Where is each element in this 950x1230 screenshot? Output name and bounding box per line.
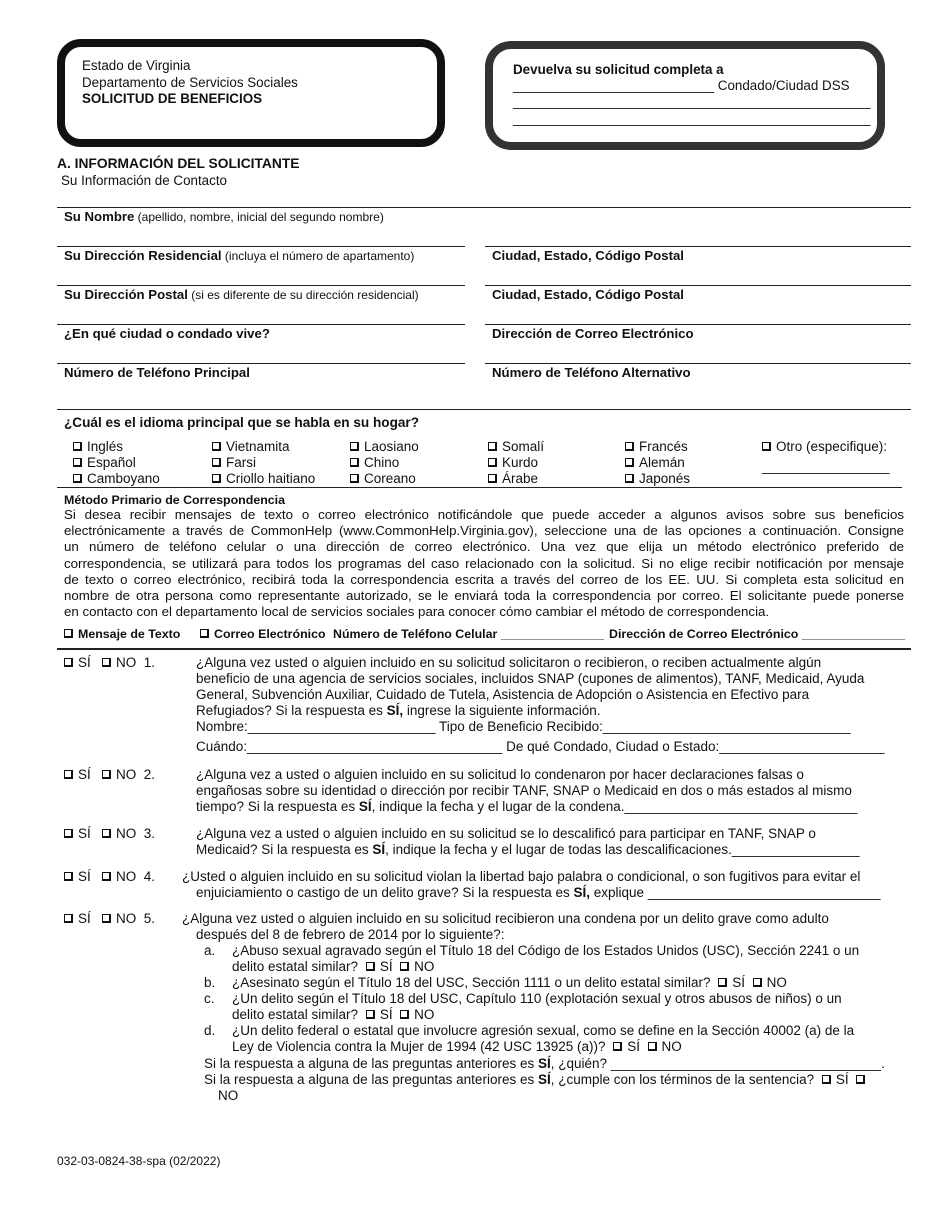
checkbox-yes[interactable] <box>64 829 73 838</box>
q1-name-input[interactable]: Nombre:_________________________ <box>196 719 436 734</box>
q3-answer-input[interactable]: , indique la fecha y el lugar de todas las descalificaciones._________________ <box>385 842 860 857</box>
checkbox[interactable] <box>212 458 221 467</box>
email-option[interactable]: Correo Electrónico <box>200 626 326 642</box>
divider <box>485 324 911 325</box>
checkbox-no[interactable] <box>102 872 111 881</box>
checkbox-no[interactable] <box>102 829 111 838</box>
checkbox[interactable] <box>73 458 82 467</box>
checkbox[interactable] <box>625 474 634 483</box>
question-4: ¿Usted o alguien incluido en su solicitud violan la libertad bajo palabra o condicional, o son fugitivos para evitar el enjuiciamiento o castigo de un delito grave? Si la respuesta es SÍ, explique _______________________________ <box>182 869 881 900</box>
divider <box>485 363 911 364</box>
language-option[interactable]: Farsi <box>212 455 256 471</box>
return-line-1[interactable]: ___________________________ Condado/Ciudad DSS <box>513 78 850 94</box>
mailing-address-label: Su Dirección Postal <box>64 287 188 302</box>
checkbox-no[interactable] <box>400 962 409 971</box>
checkbox-yes[interactable] <box>822 1075 831 1084</box>
language-option[interactable]: Inglés <box>73 439 123 455</box>
mailing-address-hint: (si es diferente de su dirección residencial) <box>187 288 419 302</box>
checkbox[interactable] <box>64 629 73 638</box>
checkbox[interactable] <box>350 442 359 451</box>
q1-when-input[interactable]: Cuándo:__________________________________ <box>196 739 503 754</box>
q4-answer-input[interactable]: explique _______________________________ <box>590 885 881 900</box>
form-number: 032-03-0824-38-spa (02/2022) <box>57 1154 221 1168</box>
return-label: Devuelva su solicitud completa a <box>513 62 724 77</box>
q5-subquestion-b: b. ¿Asesinato según el Título 18 del USC, Sección 1111 o un delito estatal similar? SÍ NO <box>204 975 787 990</box>
question-number: 3. <box>143 826 156 841</box>
primary-phone-field[interactable]: Número de Teléfono Principal <box>64 365 250 380</box>
divider <box>57 207 911 208</box>
checkbox-yes[interactable] <box>64 770 73 779</box>
checkbox-no[interactable] <box>102 914 111 923</box>
language-option[interactable]: Chino <box>350 455 399 471</box>
language-option[interactable]: Alemán <box>625 455 685 471</box>
question-number: 5. <box>143 911 156 926</box>
checkbox[interactable] <box>625 442 634 451</box>
name-label: Su Nombre <box>64 209 135 224</box>
language-option[interactable]: Árabe <box>488 471 538 487</box>
checkbox-no[interactable] <box>753 978 762 987</box>
checkbox-yes[interactable] <box>64 872 73 881</box>
question-number: 4. <box>143 869 156 884</box>
q5-subquestion-d: d. ¿Un delito federal o estatal que involucre agresión sexual, como se define en la Sección 40002 (a) de la Ley de Violencia contra la Mujer de 1994 (42 USC 13925 (a))? SÍ NO <box>204 1023 855 1054</box>
checkbox[interactable] <box>625 458 634 467</box>
checkbox[interactable] <box>488 474 497 483</box>
mailing-address-field[interactable] <box>64 287 419 303</box>
divider <box>57 363 465 364</box>
correspondence-title: Método Primario de Correspondencia <box>64 493 286 507</box>
checkbox-yes[interactable] <box>64 914 73 923</box>
checkbox[interactable] <box>73 442 82 451</box>
language-option[interactable]: Kurdo <box>488 455 538 471</box>
divider <box>485 246 911 247</box>
residential-address-hint: (incluya el número de apartamento) <box>221 249 415 263</box>
q5-subquestion-a: a. ¿Abuso sexual agravado según el Título 18 del Código de los Estados Unidos (USC), Sección 2241 o un delito estatal similar? SÍ NO <box>204 943 860 974</box>
other-language-input[interactable]: _________________ <box>762 459 890 474</box>
language-option[interactable]: Camboyano <box>73 471 160 487</box>
language-option[interactable]: Español <box>73 455 136 471</box>
checkbox-no[interactable] <box>102 770 111 779</box>
checkbox[interactable] <box>350 458 359 467</box>
checkbox[interactable] <box>73 474 82 483</box>
email-field[interactable]: Dirección de Correo Electrónico <box>492 326 694 341</box>
return-line-3[interactable]: ________________________________________________ <box>513 110 871 126</box>
language-option[interactable]: Vietnamita <box>212 439 290 455</box>
section-a-subtitle: Su Información de Contacto <box>61 173 227 188</box>
question-number: 2. <box>143 767 156 782</box>
alternate-phone-field[interactable]: Número de Teléfono Alternativo <box>492 365 691 380</box>
language-option[interactable]: Coreano <box>350 471 416 487</box>
checkbox[interactable] <box>762 442 771 451</box>
q1-location-input[interactable]: De qué Condado, Ciudad o Estado:______________________ <box>506 739 885 754</box>
text-message-option[interactable]: Mensaje de Texto <box>64 626 180 642</box>
q5-who: Si la respuesta a alguna de las preguntas anteriores es SÍ, ¿quién? ____________________________________. <box>204 1056 885 1071</box>
question-3: ¿Alguna vez a usted o alguien incluido en su solicitud se lo descalificó para participar en TANF, SNAP o Medicaid? Si la respuesta es SÍ, indique la fecha y el lugar de todas las descalificaciones._________________ <box>196 826 860 857</box>
agency-header-text <box>82 58 298 108</box>
checkbox[interactable] <box>488 458 497 467</box>
city-state-zip-field-2[interactable]: Ciudad, Estado, Código Postal <box>492 287 684 302</box>
divider <box>57 285 465 286</box>
checkbox-yes[interactable] <box>718 978 727 987</box>
checkbox-no[interactable] <box>648 1042 657 1051</box>
language-option[interactable]: Japonés <box>625 471 690 487</box>
divider <box>57 324 465 325</box>
checkbox-yes[interactable] <box>613 1042 622 1051</box>
checkbox-no[interactable] <box>102 658 111 667</box>
question-1-answers: SÍ NO 1. <box>64 655 155 671</box>
checkbox[interactable] <box>212 474 221 483</box>
name-hint: (apellido, nombre, inicial del segundo nombre) <box>134 210 384 224</box>
checkbox[interactable] <box>200 629 209 638</box>
checkbox[interactable] <box>350 474 359 483</box>
divider <box>57 487 902 488</box>
language-option-other[interactable]: Otro (especifique): <box>762 439 887 455</box>
residential-address-field[interactable] <box>64 248 414 264</box>
correspondence-email-field[interactable]: Dirección de Correo Electrónico _______________ <box>609 627 906 641</box>
city-state-zip-field-1[interactable]: Ciudad, Estado, Código Postal <box>492 248 684 263</box>
q5-sentence-terms: Si la respuesta a alguna de las preguntas anteriores es SÍ, ¿cumple con los términos de la sentencia? SÍ NO <box>204 1072 870 1104</box>
language-option[interactable]: Criollo haitiano <box>212 471 315 487</box>
cell-phone-field[interactable]: Número de Teléfono Celular _______________ <box>333 627 605 641</box>
question-2: ¿Alguna vez a usted o alguien incluido en su solicitud lo condenaron por hacer declaraciones falsas o engañosas sobre su identidad o dirección por recibir TANF, SNAP o Medicaid en dos o más estados al mismo tiempo? Si la respuesta es SÍ, indique la fecha y el lugar de la condena._______________________________ <box>196 767 858 814</box>
return-line-2[interactable]: ________________________________________________ <box>513 94 871 110</box>
q5-subquestion-c: c. ¿Un delito según el Título 18 del USC, Capítulo 110 (explotación sexual y otros abusos de niños) o un delito estatal similar? SÍ NO <box>204 991 842 1022</box>
language-option[interactable]: Francés <box>625 439 688 455</box>
question-5-answers: SÍ NO 5. <box>64 911 155 927</box>
checkbox-yes[interactable] <box>64 658 73 667</box>
q2-answer-input[interactable]: , indique la fecha y el lugar de la condena._______________________________ <box>371 799 858 814</box>
checkbox-yes[interactable] <box>366 1010 375 1019</box>
question-5: ¿Alguna vez usted o alguien incluido en su solicitud recibieron una condena por un delito grave como adulto después del 8 de febrero de 2014 por lo siguiente?: <box>182 911 829 942</box>
name-field[interactable] <box>64 209 384 225</box>
language-question: ¿Cuál es el idioma principal que se habla en su hogar? <box>64 415 420 430</box>
checkbox[interactable] <box>212 442 221 451</box>
divider <box>57 409 911 410</box>
section-a-title: A. INFORMACIÓN DEL SOLICITANTE <box>57 156 300 171</box>
checkbox-no[interactable] <box>400 1010 409 1019</box>
q5-who-input[interactable]: , ¿quién? ____________________________________. <box>550 1056 885 1071</box>
correspondence-paragraph: Si desea recibir mensajes de texto o correo electrónico notificándole que puede acceder a algunos avisos sobre sus beneficios electrónicamente a través de CommonHelp (www.CommonHelp.Virginia.gov), seleccione una de las opciones a continuación. Consigne un número de teléfono celular o una dirección de correo electrónico. Una vez que elija un método electrónico preferido de correspondencia, se utilizará para todos los programas del caso relacionado con la solicitud. Si no elige recibir notificación por mensaje de texto o correo electrónico, recibirá toda la correspondencia escrita a través del correo de los EE. UU. Si completa esta solicitud en nombre de otra persona como representante autorizado, se le enviará toda la correspondencia por correo. El solicitante puede ponerse en contacto con el departamento local de servicios sociales para conocer cómo cambiar el método de correspondencia. <box>64 507 904 620</box>
checkbox[interactable] <box>488 442 497 451</box>
language-option[interactable]: Laosiano <box>350 439 419 455</box>
language-option[interactable]: Somalí <box>488 439 544 455</box>
residential-address-label: Su Dirección Residencial <box>64 248 222 263</box>
divider <box>485 285 911 286</box>
question-2-answers: SÍ NO 2. <box>64 767 155 783</box>
divider <box>57 246 465 247</box>
question-1: ¿Alguna vez usted o alguien incluido en su solicitud solicitaron o recibieron, o reciben actualmente algún beneficio de una agencia de servicios sociales, incluidos SNAP (cupones de alimentos), TANF, Medicaid, Ayuda General, Subvención Auxiliar, Cuidado de Tutela, Asistencia de Adopción o Asistencia en Efectivo para Refugiados? Si la respuesta es SÍ, ingrese la siguiente información. Nombre:_________________________ Tipo de Beneficio Recibido:_________________________________ Cuándo:__________________________________ De qué Condado, Ciudad o Estado:______________________ <box>196 655 885 754</box>
state-name: Estado de Virginia <box>82 58 191 73</box>
return-address-text <box>513 62 870 127</box>
q1-benefit-type-input[interactable]: Tipo de Beneficio Recibido:_________________________________ <box>438 719 851 734</box>
department-name: Departamento de Servicios Sociales <box>82 74 298 90</box>
checkbox-yes[interactable] <box>366 962 375 971</box>
question-4-answers: SÍ NO 4. <box>64 869 155 885</box>
form-title: SOLICITUD DE BENEFICIOS <box>82 91 263 106</box>
checkbox-no[interactable] <box>856 1075 865 1084</box>
city-county-field[interactable]: ¿En qué ciudad o condado vive? <box>64 326 270 341</box>
divider <box>57 648 911 650</box>
question-3-answers: SÍ NO 3. <box>64 826 155 842</box>
question-number: 1. <box>143 655 156 670</box>
